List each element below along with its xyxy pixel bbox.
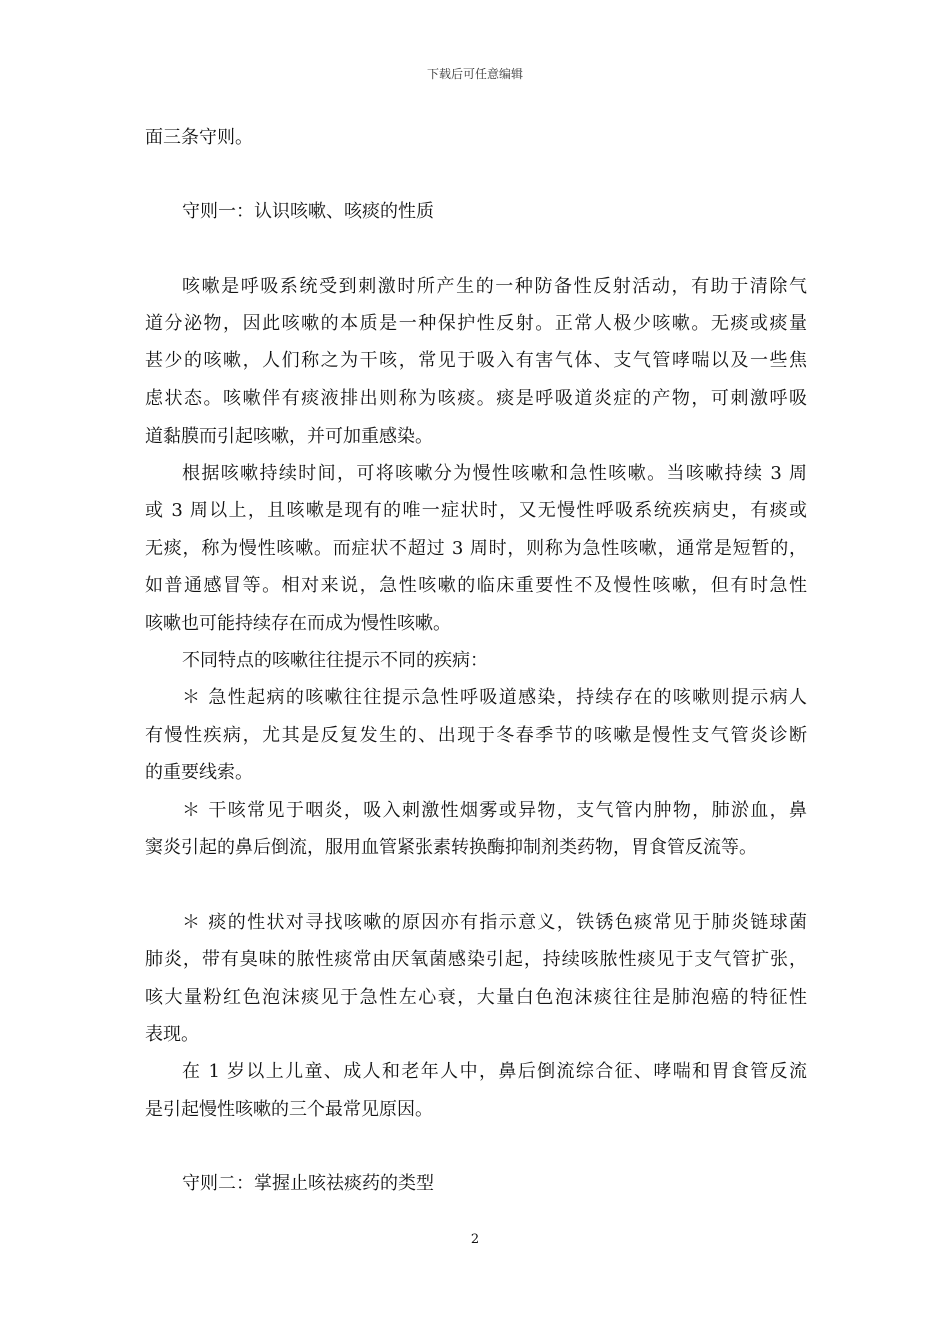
text-line: 面三条守则。 <box>145 127 253 148</box>
text-line: 咳嗽是呼吸系统受到刺激时所产生的一种防备性反射活动，有助于清除气 <box>182 276 807 297</box>
text-line: 道黏膜而引起咳嗽，并可加重感染。 <box>145 426 433 447</box>
text-line: 窦炎引起的鼻后倒流，服用血管紧张素转换酶抑制剂类药物，胃食管反流等。 <box>145 837 757 858</box>
list-item-line: ＊ 急性起病的咳嗽往往提示急性呼吸道感染，持续存在的咳嗽则提示病人 <box>182 687 807 708</box>
text-line: 有慢性疾病，尤其是反复发生的、出现于冬春季节的咳嗽是慢性支气管炎诊断 <box>145 725 807 746</box>
text-line: 咳大量粉红色泡沫痰见于急性左心衰，大量白色泡沫痰往往是肺泡癌的特征性 <box>145 987 807 1008</box>
text-line: 咳嗽也可能持续存在而成为慢性咳嗽。 <box>145 613 451 634</box>
text-line: 是引起慢性咳嗽的三个最常见原因。 <box>145 1099 433 1120</box>
text-line: 或 3 周以上，且咳嗽是现有的唯一症状时，又无慢性呼吸系统疾病史，有痰或 <box>145 500 807 521</box>
page-number: 2 <box>470 1232 480 1247</box>
text-line: 表现。 <box>145 1024 199 1045</box>
text-line: 虑状态。咳嗽伴有痰液排出则称为咳痰。痰是呼吸道炎症的产物，可刺激呼吸 <box>145 388 807 409</box>
text-line: 无痰，称为慢性咳嗽。而症状不超过 3 周时，则称为急性咳嗽，通常是短暂的， <box>145 538 807 559</box>
text-line: 道分泌物，因此咳嗽的本质是一种保护性反射。正常人极少咳嗽。无痰或痰量 <box>145 313 807 334</box>
text-line: 在 1 岁以上儿童、成人和老年人中，鼻后倒流综合征、哮喘和胃食管反流 <box>182 1061 807 1082</box>
text-line: 如普通感冒等。相对来说，急性咳嗽的临床重要性不及慢性咳嗽，但有时急性 <box>145 575 807 596</box>
text-line: 的重要线索。 <box>145 762 253 783</box>
text-line: 不同特点的咳嗽往往提示不同的疾病： <box>182 650 488 671</box>
page-header: 下载后可任意编辑 <box>426 67 523 81</box>
section-heading: 守则一：认识咳嗽、咳痰的性质 <box>182 201 434 222</box>
text-line: 根据咳嗽持续时间，可将咳嗽分为慢性咳嗽和急性咳嗽。当咳嗽持续 3 周 <box>182 463 807 484</box>
section-heading: 守则二：掌握止咳祛痰药的类型 <box>182 1173 434 1194</box>
list-item-line: ＊ 干咳常见于咽炎，吸入刺激性烟雾或异物，支气管内肿物，肺淤血，鼻 <box>182 800 807 821</box>
text-line: 肺炎，带有臭味的脓性痰常由厌氧菌感染引起，持续咳脓性痰见于支气管扩张， <box>145 949 807 970</box>
list-item-line: ＊ 痰的性状对寻找咳嗽的原因亦有指示意义，铁锈色痰常见于肺炎链球菌 <box>182 912 807 933</box>
text-line: 甚少的咳嗽，人们称之为干咳，常见于吸入有害气体、支气管哮喘以及一些焦 <box>145 350 807 371</box>
